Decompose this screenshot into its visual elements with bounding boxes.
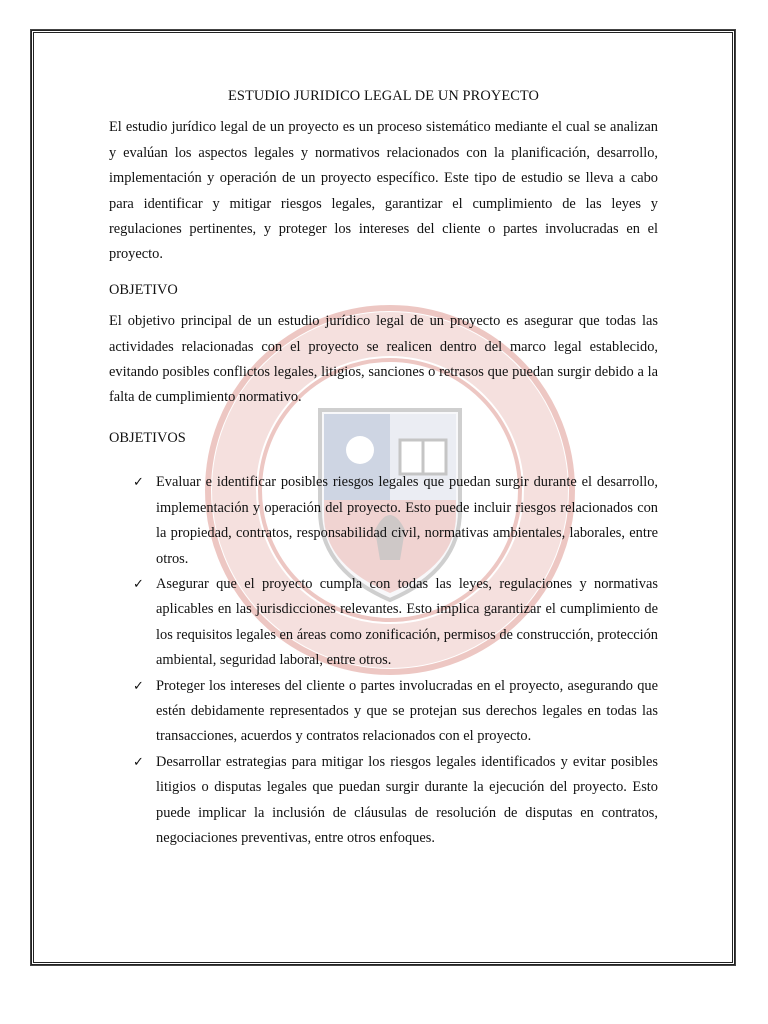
document-title: ESTUDIO JURIDICO LEGAL DE UN PROYECTO xyxy=(227,88,540,104)
list-item xyxy=(109,470,658,572)
document-body xyxy=(109,84,658,851)
checkmark-icon: ✓ xyxy=(133,678,144,694)
list-item-text: Evaluar e identificar posibles riesgos legales que puedan surgir durante el desarrollo, implementación y operación del proyecto. Esto puede incluir riesgos relacionados con la propiedad, contratos, responsabilidad civil, normativas ambientales, laborales, entre otros. xyxy=(156,474,658,567)
intro-paragraph: El estudio jurídico legal de un proyecto es un proceso sistemático mediante el cual se analizan y evalúan los aspectos legales y normativos relacionados con la planificación, desarrollo, implementación y operación de un proyecto específico. Este tipo de estudio se lleva a cabo para identificar y mitigar riesgos legales, garantizar el cumplimiento de las leyes y regulaciones pertinentes, y proteger los intereses del cliente o partes involucradas en el proyecto. xyxy=(109,119,658,263)
list-item-text: Asegurar que el proyecto cumpla con todas las leyes, regulaciones y normativas aplicables en las jurisdicciones relevantes. Esto implica garantizar el cumplimiento de los requisitos legales en áreas como zonificación, permisos de construcción, protección ambiental, seguridad laboral, entre otros. xyxy=(156,575,658,669)
list-item-text: Desarrollar estrategias para mitigar los riesgos legales identificados y evitar posibles litigios o disputas legales que puedan surgir durante la ejecución del proyecto. Esto puede implicar la inclusión de cláusulas de resolución de disputas en contratos, negociaciones preventivas, entre otros enfoques. xyxy=(156,753,658,846)
checkmark-icon: ✓ xyxy=(133,475,144,491)
list-item xyxy=(109,674,658,750)
checkmark-icon: ✓ xyxy=(133,754,144,770)
objetivo-heading: OBJETIVO xyxy=(109,281,178,298)
objetivo-paragraph: El objetivo principal de un estudio jurídico legal de un proyecto es asegurar que todas las actividades relacionadas con el proyecto se realicen dentro del marco legal establecido, evitando posibles conflictos legales, litigios, sanciones o retrasos que puedan surgir debido a la falta de cumplimiento normativo. xyxy=(109,313,658,406)
list-item-text: Proteger los intereses del cliente o partes involucradas en el proyecto, asegurando que estén debidamente representados y que se protejan sus derechos legales en todas las transacciones, acuerdos y contratos relacionados con el proyecto. xyxy=(156,677,658,745)
list-item xyxy=(109,572,658,674)
objetivos-heading: OBJETIVOS xyxy=(109,429,186,446)
list-item xyxy=(109,750,658,852)
checkmark-icon: ✓ xyxy=(133,576,144,592)
objetivos-list xyxy=(109,470,658,851)
